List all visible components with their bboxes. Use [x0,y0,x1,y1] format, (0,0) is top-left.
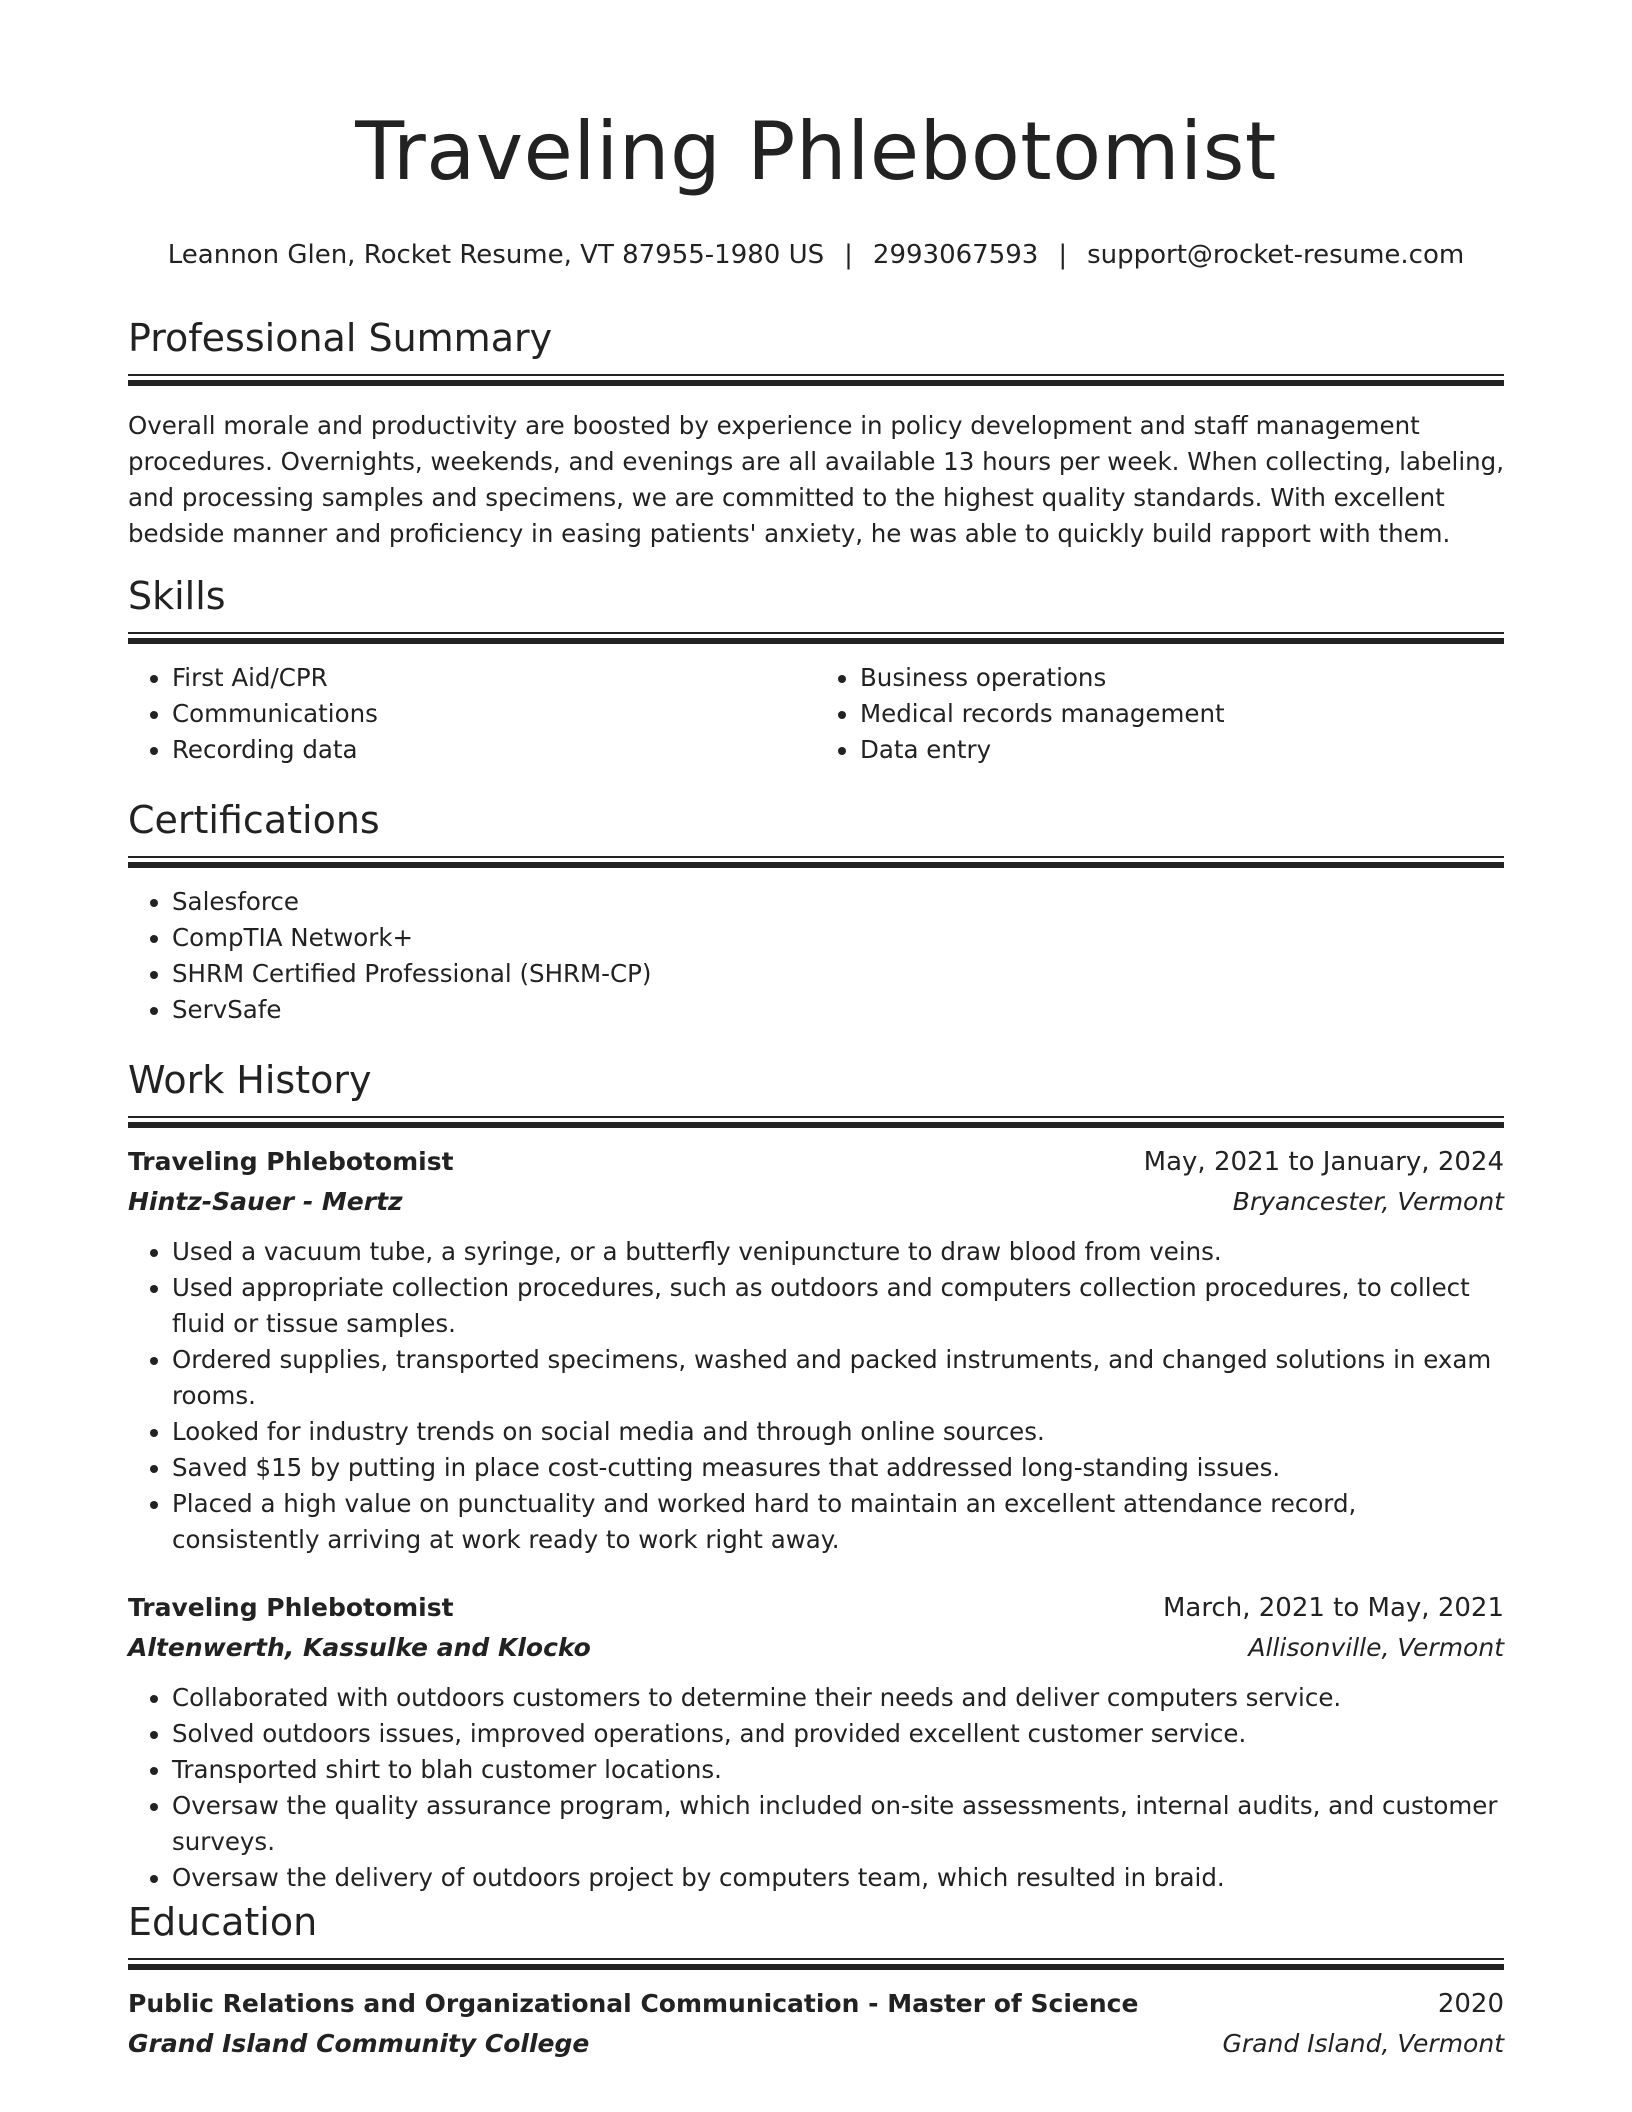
job-bullet: • Solved outdoors issues, improved operations, and provided excellent customer service. [172,1716,1504,1752]
job-dates: March, 2021 to May, 2021 [1162,1592,1504,1623]
job-location: Bryancester, Vermont [1232,1186,1504,1216]
job-bullet: • Looked for industry trends on social media and through online sources. [172,1414,1504,1450]
skills-grid [128,660,1504,768]
certification-item: • CompTIA Network+ [172,920,1504,956]
certification-item: • Salesforce [172,884,1504,920]
skill-item: • Data entry [860,732,1504,768]
section-heading-skills: Skills [128,574,226,618]
job-bullet: • Used a vacuum tube, a syringe, or a butterfly venipuncture to draw blood from veins. [172,1234,1504,1270]
job-bullet: • Ordered supplies, transported specimens, washed and packed instruments, and changed solutions in exam rooms. [172,1342,1504,1414]
section-heading-education: Education [128,1900,318,1944]
contact-address: Leannon Glen, Rocket Resume, VT 87955-1980 US [167,240,825,270]
resume-title: Traveling Phlebotomist [355,105,1277,198]
job-entry [128,1588,1504,1896]
job-company: Hintz-Sauer - Mertz [128,1186,403,1216]
section-divider [128,1958,1504,1972]
summary-text: Overall morale and productivity are boosted by experience in policy development and staff management procedures. Overnights, weekends, and evenings are all available 13 hours per week. When collecting, labeling, and processing samples and specimens, we are committed to the highest quality standards. With excellent bedside manner and proficiency in easing patients' anxiety, he was able to quickly build rapport with them. [128,410,1505,548]
contact-separator: | [844,240,853,270]
education-entry [128,1984,1504,2064]
work-history-section [128,1060,1504,1896]
job-bullet: • Saved $15 by putting in place cost-cutting measures that addressed long-standing issues. [172,1450,1504,1486]
job-title: Traveling Phlebotomist [128,1146,454,1176]
skill-item: • First Aid/CPR [172,660,816,696]
job-title: Traveling Phlebotomist [128,1592,454,1622]
job-bullet: • Collaborated with outdoors customers to determine their needs and deliver computers service. [172,1680,1504,1716]
job-bullet: • Used appropriate collection procedures, such as outdoors and computers collection procedures, to collect fluid or tissue samples. [172,1270,1504,1342]
contact-line [0,240,1632,271]
education-location: Grand Island, Vermont [1222,2028,1504,2058]
section-heading-summary: Professional Summary [128,316,553,360]
education-school: Grand Island Community College [128,2028,590,2058]
job-bullet: • Placed a high value on punctuality and worked hard to maintain an excellent attendance record, consistently arriving at work ready to work right away. [172,1486,1504,1558]
summary-section [128,318,1504,552]
job-bullets [128,1234,1504,1558]
contact-phone: 2993067593 [872,240,1039,270]
section-heading-certifications: Certifications [128,798,380,842]
certification-item: • ServSafe [172,992,1504,1028]
job-dates: May, 2021 to January, 2024 [1143,1146,1504,1177]
skill-item: • Medical records management [860,696,1504,732]
certification-item: • SHRM Certified Professional (SHRM-CP) [172,956,1504,992]
certifications-section [128,800,1504,1028]
section-divider [128,1116,1504,1130]
job-bullet: • Oversaw the delivery of outdoors project by computers team, which resulted in braid. [172,1860,1504,1896]
skills-section [128,576,1504,768]
section-heading-work-history: Work History [128,1058,372,1102]
job-bullet: • Oversaw the quality assurance program, which included on-site assessments, internal audits, and customer surveys. [172,1788,1504,1860]
skills-list-left [128,660,816,768]
job-location: Allisonville, Vermont [1248,1632,1504,1662]
job-bullets [128,1680,1504,1896]
section-divider [128,632,1504,646]
job-bullet: • Transported shirt to blah customer locations. [172,1752,1504,1788]
skill-item: • Recording data [172,732,816,768]
certifications-list [128,884,1504,1028]
job-company: Altenwerth, Kassulke and Klocko [128,1632,591,1662]
education-year: 2020 [1437,1988,1504,2019]
section-divider [128,374,1504,388]
skill-item: • Communications [172,696,816,732]
contact-email: support@rocket-resume.com [1087,240,1465,270]
skills-list-right [816,660,1504,768]
job-entry [128,1142,1504,1558]
section-divider [128,856,1504,870]
education-degree: Public Relations and Organizational Communication - Master of Science [128,1988,1139,2018]
education-section [128,1902,1504,2064]
skill-item: • Business operations [860,660,1504,696]
contact-separator: | [1058,240,1068,270]
